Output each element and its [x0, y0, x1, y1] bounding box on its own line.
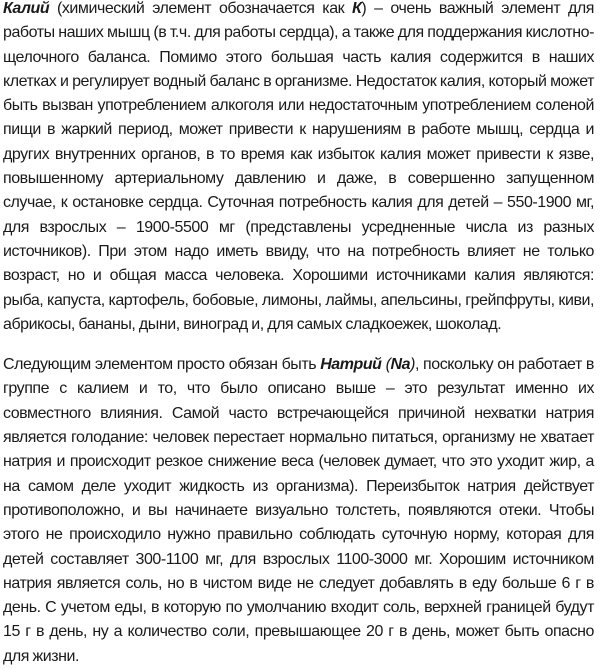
potassium-term: Калий — [3, 0, 50, 17]
potassium-intro-close: ) — [361, 0, 367, 17]
potassium-intro-text: (химический элемент обозначается как — [49, 0, 353, 17]
sodium-symbol-close: ) — [410, 356, 415, 374]
potassium-paragraph — [3, 0, 594, 337]
sodium-body-text: , поскольку он работает в группе с калием и то, что было описано выше – это результат именно их совместного влияния. Самой часто встречающейся причиной нехватки натрия является голодание: человек перестает нормально питаться, организму не хватает натрия и происходит резкое снижение веса (человек думает, что это уходит жир, а на самом деле уходит жидкость из организма). Переизбыток натрия действует противоположно, и вы начинаете визуально толстеть, появляются отеки. Чтобы этого не происходило нужно правильно соблюдать суточную норму, которая для детей составляет 300-1100 мг, для взрослых 1100-3000 мг. Хорошим источником натрия является соль, но в чистом виде не следует добавлять в еду больше 6 г в день. С учетом еды, в которую по умолчанию входит соль, верхней границей будут 15 г в день, ну а количество соли, превышающее 20 г в день, может быть опасно для жизни. — [3, 356, 594, 665]
sodium-symbol-open: ( — [381, 356, 391, 374]
potassium-symbol: К — [352, 0, 362, 17]
sodium-term: Натрий — [320, 356, 382, 374]
sodium-symbol: Na — [390, 356, 411, 374]
potassium-body-text: – очень важный элемент для работы наших мышц (в т.ч. для работы сердца), а также для поддержания кислотно-щелочного баланса. Помимо этого большая часть калия содержится в наших клетках и регулирует водный баланс в организме. Недостаток калия, который может быть вызван употреблением алкоголя или недостаточным употреблением соленой пищи в жаркий период, может привести к нарушениям в работе мышц, сердца и других внутренних органов, в то время как избыток калия может привести к язве, повышенному артериальному давлению и даже, в совершенно запущенном случае, к остановке сердца. Суточная потребность калия для детей – 550-1900 мг, для взрослых – 1900-5500 мг (представлены усредненные числа из разных источников). При этом надо иметь ввиду, что на потребность влияет не только возраст, но и общая масса человека. Хорошими источниками калия являются: рыба, капуста, картофель, бобовые, лимоны, лаймы, апельсины, грейпфруты, киви, абрикосы, бананы, дыни, виноград и, для самых сладкоежек, шоколад. — [3, 0, 594, 333]
sodium-lead-text: Следующим элементом просто обязан быть — [3, 356, 321, 374]
